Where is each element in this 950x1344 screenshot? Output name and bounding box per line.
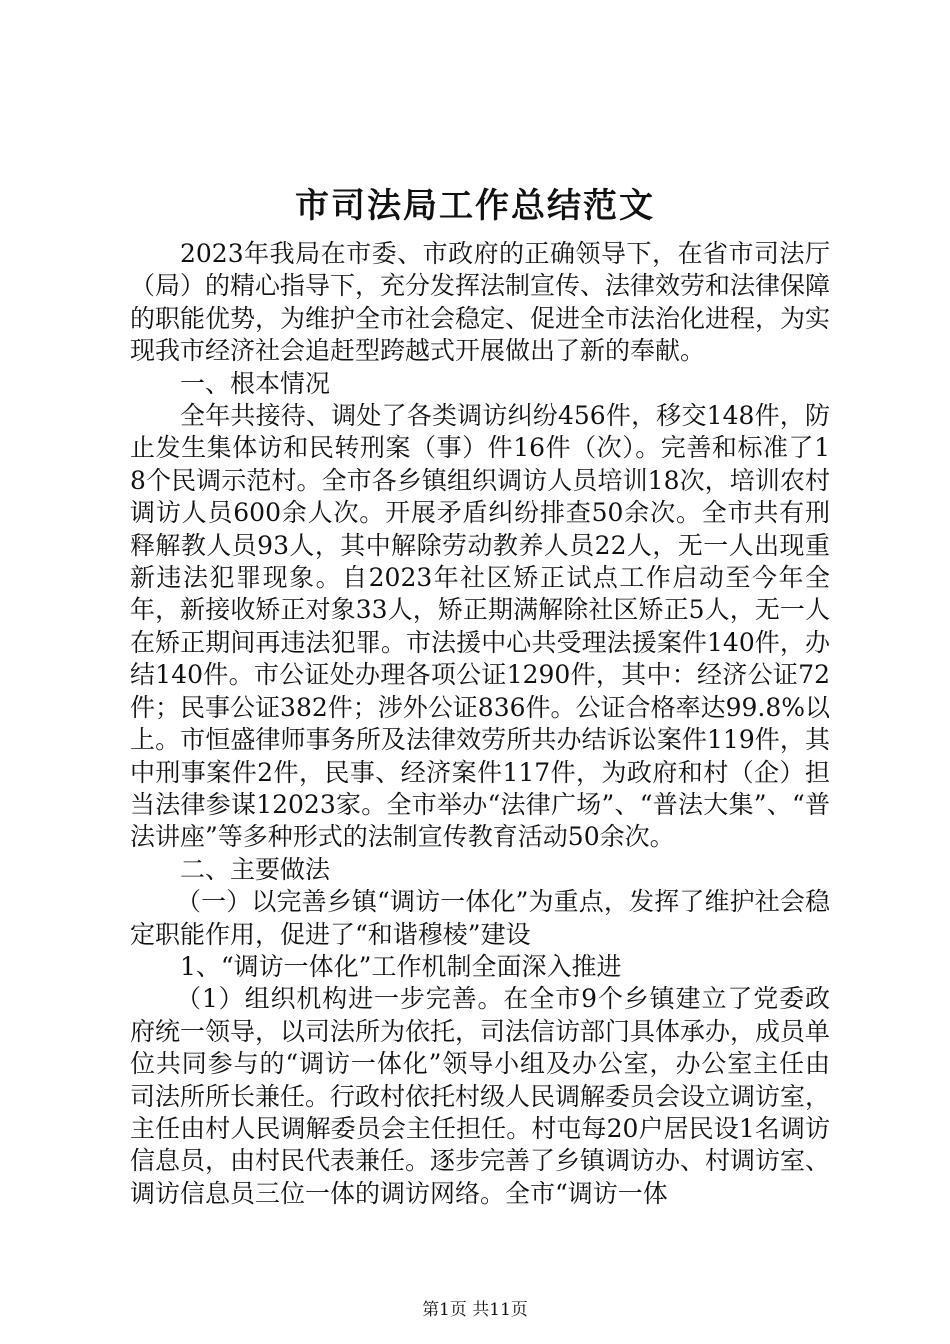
document-body xyxy=(130,238,830,1210)
subsection-heading-1: （一）以完善乡镇“调访一体化”为重点，发挥了维护社会稳定职能作用，促进了“和谐穆棱”建设 xyxy=(130,887,830,949)
item-paragraph-1: （1）组织机构进一步完善。在全市9个乡镇建立了党委政府统一领导，以司法所为依托，司法信访部门具体承办，成员单位共同参与的“调访一体化”领导小组及办公室，办公室主任由司法所所长兼任。行政村依托村级人民调解委员会设立调访室，主任由村人民调解委员会主任担任。村屯每20户居民设1名调访信息员，由村民代表兼任。逐步完善了乡镇调访办、村调访室、调访信息员三位一体的调访网络。全市“调访一体 xyxy=(130,984,831,1208)
section-heading-main-practices: 二、主要做法 xyxy=(180,854,331,884)
basic-situation-paragraph: 全年共接待、调处了各类调访纠纷456件，移交148件，防止发生集体访和民转刑案（事）件16件（次）。完善和标准了18个民调示范村。全市各乡镇组织调访人员培训18次，培训农村调访人员600余人次。开展矛盾纠纷排查50余次。全市共有刑释解教人员93人，其中解除劳动教养人员22人，无一人出现重新违法犯罪现象。自2023年社区矫正试点工作启动至今年全年，新接收矫正对象33人，矫正期满解除社区矫正5人，无一人在矫正期间再违法犯罪。市法援中心共受理法援案件140件，办结140件。市公证处办理各项公证1290件，其中：经济公证72件；民事公证382件；涉外公证836件。公证合格率达99.8%以上。市恒盛律师事务所及法律效劳所共办结诉讼案件119件，其中刑事案件2件，民事、经济案件117件，为政府和村（企）担当法律参谋12023家。全市举办“法律广场”、“普法大集”、“普法讲座”等多种形式的法制宣传教育活动50余次。 xyxy=(130,401,830,852)
section-heading-basic-situation: 一、根本情况 xyxy=(180,368,331,398)
page-number: 第1页 共11页 xyxy=(422,1300,528,1320)
item-heading-1: 1、“调访一体化”工作机制全面深入推进 xyxy=(180,951,622,981)
document-title: 市司法局工作总结范文 xyxy=(295,186,655,226)
intro-paragraph: 2023年我局在市委、市政府的正确领导下，在省市司法厅（局）的精心指导下，充分发挥法制宣传、法律效劳和法律保障的职能优势，为维护全市社会稳定、促进全市法治化进程，为实现我市经济社会追赶型跨越式开展做出了新的奉献。 xyxy=(130,239,831,366)
